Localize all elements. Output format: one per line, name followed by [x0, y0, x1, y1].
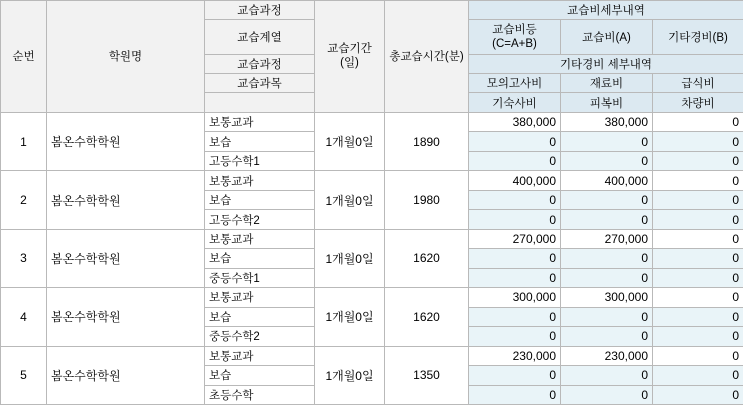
cell-period: 1개월0일 — [315, 229, 385, 287]
cell-period: 1개월0일 — [315, 288, 385, 346]
cell-total-hours: 1620 — [385, 229, 469, 287]
cell-fee: 270,000 — [469, 229, 561, 248]
cell-fee: 0 — [469, 307, 561, 326]
cell-fee: 0 — [561, 210, 653, 229]
cell-course: 고등수학1 — [205, 151, 315, 170]
header-period — [315, 1, 385, 113]
header-period-line1: 교습기간 — [327, 43, 372, 56]
header-tuition-a: 교습비(A) — [561, 20, 653, 54]
header-total-hours: 총교습시간(분) — [385, 1, 469, 113]
cell-period: 1개월0일 — [315, 171, 385, 229]
cell-fee: 0 — [653, 210, 743, 229]
cell-fee: 0 — [469, 132, 561, 151]
cell-academy: 봄온수학학원 — [47, 288, 205, 346]
cell-fee: 230,000 — [561, 346, 653, 365]
header-mock-exam: 모의고사비 — [469, 73, 561, 92]
header-tuition-sum — [469, 20, 561, 54]
cell-fee: 0 — [469, 249, 561, 268]
table-row — [1, 346, 743, 365]
header-course-filler — [205, 93, 315, 113]
cell-fee: 380,000 — [469, 112, 561, 131]
cell-fee: 0 — [469, 268, 561, 287]
cell-course: 보통교과 — [205, 171, 315, 190]
header-other-detail: 기타경비 세부내역 — [469, 54, 743, 73]
header-vehicle: 차량비 — [653, 93, 743, 113]
cell-course: 보습 — [205, 366, 315, 385]
cell-fee: 0 — [469, 210, 561, 229]
cell-fee: 0 — [561, 268, 653, 287]
cell-course: 보습 — [205, 307, 315, 326]
cell-fee: 0 — [653, 190, 743, 209]
cell-fee: 0 — [561, 385, 653, 405]
cell-fee: 0 — [653, 268, 743, 287]
header-seq: 순번 — [1, 1, 47, 113]
cell-fee: 0 — [561, 151, 653, 170]
cell-fee: 230,000 — [469, 346, 561, 365]
cell-academy: 봄온수학학원 — [47, 171, 205, 229]
cell-academy: 봄온수학학원 — [47, 112, 205, 170]
cell-academy: 봄온수학학원 — [47, 346, 205, 404]
cell-course: 초등수학 — [205, 385, 315, 405]
cell-fee: 0 — [653, 327, 743, 346]
table-body — [1, 112, 743, 404]
cell-academy: 봄온수학학원 — [47, 229, 205, 287]
cell-period: 1개월0일 — [315, 112, 385, 170]
cell-total-hours: 1620 — [385, 288, 469, 346]
cell-total-hours: 1980 — [385, 171, 469, 229]
cell-fee: 0 — [469, 190, 561, 209]
cell-total-hours: 1350 — [385, 346, 469, 404]
cell-fee: 400,000 — [561, 171, 653, 190]
cell-fee: 270,000 — [561, 229, 653, 248]
cell-fee: 0 — [561, 366, 653, 385]
cell-course: 보통교과 — [205, 346, 315, 365]
cell-fee: 0 — [653, 229, 743, 248]
cell-fee: 0 — [653, 307, 743, 326]
header-subject: 교습과목 — [205, 73, 315, 92]
cell-fee: 0 — [653, 151, 743, 170]
cell-fee: 0 — [561, 132, 653, 151]
table-row — [1, 112, 743, 131]
cell-course: 중등수학1 — [205, 268, 315, 287]
cell-fee: 0 — [561, 307, 653, 326]
table-row — [1, 171, 743, 190]
header-course-name: 교습과정 — [205, 54, 315, 73]
header-clothes: 피복비 — [561, 93, 653, 113]
header-course-series: 교습계열 — [205, 20, 315, 54]
cell-seq: 5 — [1, 346, 47, 404]
header-fee-detail: 교습비세부내역 — [469, 1, 743, 20]
cell-course: 보습 — [205, 132, 315, 151]
cell-fee: 0 — [653, 288, 743, 307]
cell-fee: 400,000 — [469, 171, 561, 190]
header-material: 재료비 — [561, 73, 653, 92]
header-meal: 급식비 — [653, 73, 743, 92]
cell-course: 보통교과 — [205, 288, 315, 307]
header-tuition-sum-line1: 교습비등 — [492, 23, 537, 36]
table-row — [1, 229, 743, 248]
cell-seq: 2 — [1, 171, 47, 229]
header-other-b: 기타경비(B) — [653, 20, 743, 54]
header-academy: 학원명 — [47, 1, 205, 113]
cell-fee: 0 — [653, 249, 743, 268]
cell-fee: 0 — [653, 112, 743, 131]
cell-fee: 0 — [469, 327, 561, 346]
header-period-line2: (일) — [340, 57, 359, 70]
cell-fee: 0 — [469, 385, 561, 405]
header-dorm: 기숙사비 — [469, 93, 561, 113]
table-header-row-1 — [1, 1, 743, 20]
cell-fee: 300,000 — [469, 288, 561, 307]
cell-course: 고등수학2 — [205, 210, 315, 229]
cell-fee: 0 — [561, 327, 653, 346]
cell-fee: 0 — [653, 346, 743, 365]
cell-fee: 0 — [653, 132, 743, 151]
cell-fee: 0 — [561, 249, 653, 268]
cell-course: 보습 — [205, 190, 315, 209]
header-course-group: 교습과정 — [205, 1, 315, 20]
cell-seq: 1 — [1, 112, 47, 170]
cell-fee: 0 — [561, 190, 653, 209]
cell-fee: 0 — [469, 366, 561, 385]
cell-course: 보통교과 — [205, 229, 315, 248]
table-row — [1, 288, 743, 307]
cell-course: 보습 — [205, 249, 315, 268]
cell-course: 중등수학2 — [205, 327, 315, 346]
cell-fee: 0 — [653, 171, 743, 190]
cell-fee: 380,000 — [561, 112, 653, 131]
cell-period: 1개월0일 — [315, 346, 385, 404]
cell-total-hours: 1890 — [385, 112, 469, 170]
cell-fee: 0 — [653, 385, 743, 405]
cell-fee: 0 — [653, 366, 743, 385]
cell-fee: 300,000 — [561, 288, 653, 307]
cell-seq: 4 — [1, 288, 47, 346]
cell-seq: 3 — [1, 229, 47, 287]
cell-course: 보통교과 — [205, 112, 315, 131]
header-tuition-sum-line2: (C=A+B) — [492, 37, 537, 50]
cell-fee: 0 — [469, 151, 561, 170]
